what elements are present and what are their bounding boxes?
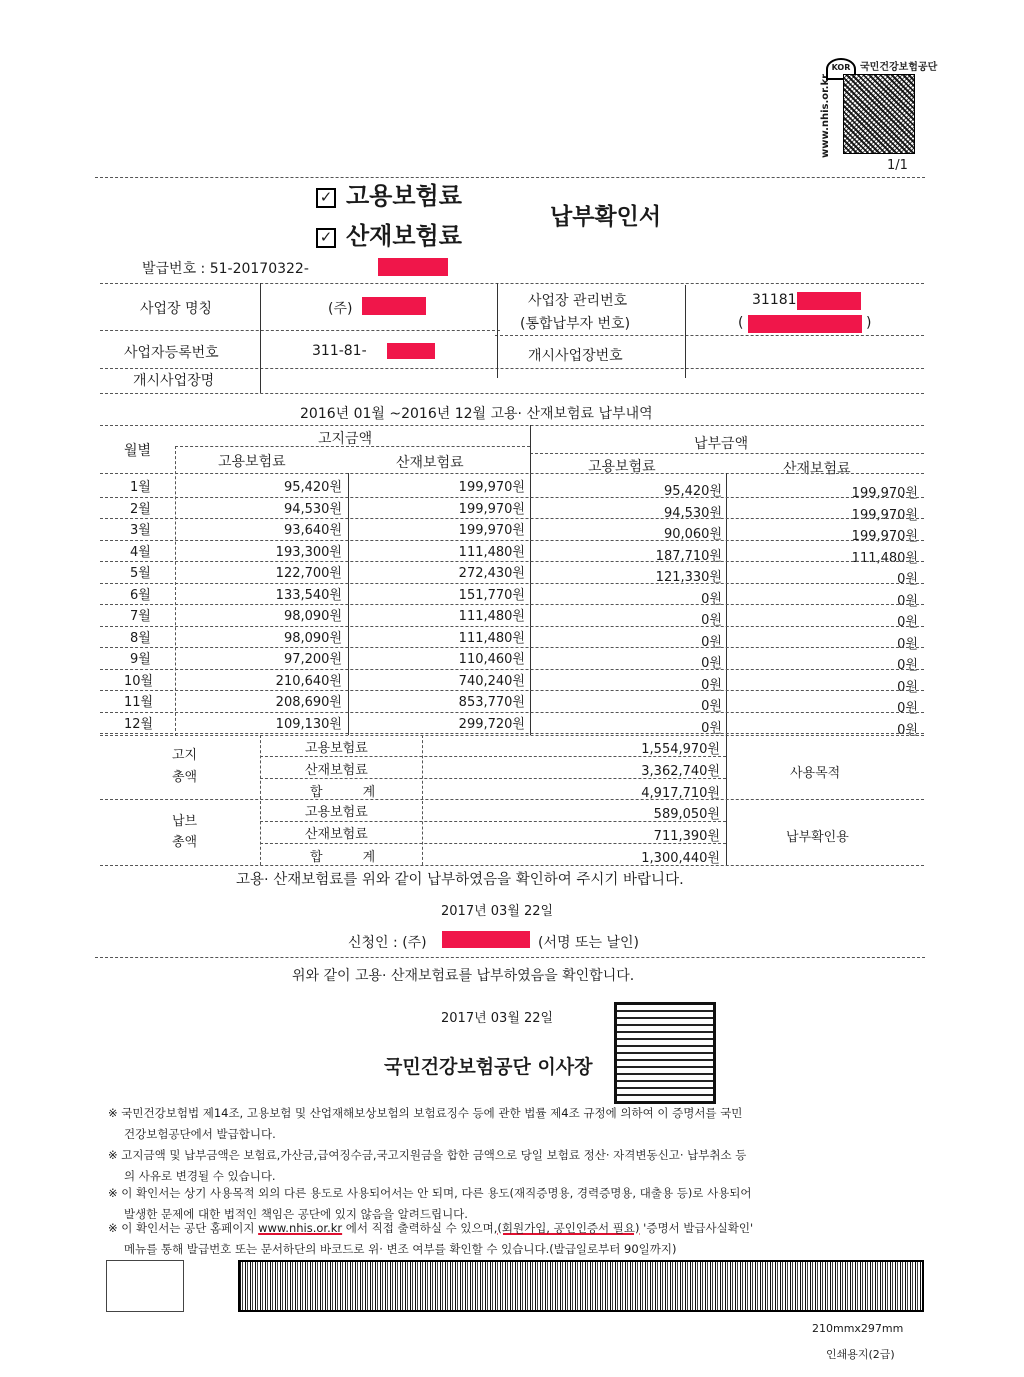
reg-no-label: 사업자등록번호 xyxy=(124,345,219,361)
totals-vline xyxy=(260,735,261,865)
paid-sum-label xyxy=(310,846,375,865)
row-billed-emp: 133,540원 xyxy=(275,587,342,603)
row-billed-emp: 98,090원 xyxy=(283,609,342,624)
note-4-prefix: ※ 이 확인서는 공단 홈페이지 xyxy=(108,1221,259,1235)
barcode-blank-box xyxy=(106,1260,184,1312)
note-1-line-2: 건강보험공단에서 발급합니다. xyxy=(124,1127,276,1141)
row-paid-ind: 0원 xyxy=(897,572,918,587)
mgmt-no-sublabel: (통합납부자 번호) xyxy=(520,316,631,332)
row-billed-ind: 111,480원 xyxy=(458,609,525,624)
checkbox-checked-icon: ✓ xyxy=(316,188,336,208)
totals-line xyxy=(100,865,924,866)
row-divider xyxy=(100,733,924,734)
official-seal xyxy=(614,1002,716,1104)
col-paid-ind: 산재보험료 xyxy=(783,461,851,477)
checkbox-checked-icon: ✓ xyxy=(316,228,336,248)
paper-size: 210mmx297mm xyxy=(812,1322,904,1335)
row-month: 2월 xyxy=(130,501,151,517)
issue-number-redaction xyxy=(378,258,448,276)
row-billed-ind: 110,460원 xyxy=(458,652,525,667)
period-title: 2016년 01월 ~2016년 12월 고용· 산재보험료 납부내역 xyxy=(300,406,653,422)
mgmt-no-label: 사업장 관리번호 xyxy=(528,293,628,309)
row-billed-emp: 95,420원 xyxy=(283,480,342,495)
row-paid-emp: 121,330원 xyxy=(655,570,722,585)
row-month: 5월 xyxy=(130,566,151,581)
qr-code xyxy=(843,74,915,154)
purpose-label: 사용목적 xyxy=(790,766,841,781)
row-paid-emp: 0원 xyxy=(701,677,722,693)
row-billed-ind: 199,970원 xyxy=(458,501,525,517)
row-billed-ind: 299,720원 xyxy=(458,716,525,732)
page-number: 1/1 xyxy=(887,158,908,173)
table-vline xyxy=(530,425,531,735)
biz-name-redaction xyxy=(362,297,426,315)
info-vline xyxy=(260,283,261,393)
biz-name-value: (주) xyxy=(328,301,353,317)
row-month: 8월 xyxy=(130,630,151,646)
row-paid-ind: 111,480원 xyxy=(851,550,918,566)
reg-no-value: 311-81- xyxy=(312,343,367,359)
sum-char-1: 합 xyxy=(310,850,323,865)
row-month: 1월 xyxy=(130,480,151,495)
sum-char-2: 계 xyxy=(362,850,376,865)
table-line xyxy=(175,446,530,447)
col-paid: 납부금액 xyxy=(694,436,749,452)
option-employment-insurance xyxy=(316,176,462,211)
row-paid-emp: 0원 xyxy=(701,720,722,736)
mgmt-no-paren-open: ( xyxy=(738,315,744,331)
totals-vline xyxy=(726,735,727,865)
note-1-line-1: ※ 국민건강보험법 제14조, 고용보험 및 산업재해보상보험의 보험료징수 등에 관한 법률 제4조 규정에 의하여 이 증명서를 국민 xyxy=(108,1106,743,1120)
row-month: 4월 xyxy=(130,544,151,560)
row-billed-ind: 111,480원 xyxy=(458,544,525,560)
row-paid-ind: 0원 xyxy=(897,701,918,716)
row-month: 9월 xyxy=(130,652,151,667)
row-month: 11월 xyxy=(124,695,154,710)
row-billed-emp: 97,200원 xyxy=(283,652,342,667)
info-line xyxy=(495,335,924,336)
top-divider xyxy=(95,177,925,178)
note-2-line-2: 의 사유로 변경될 수 있습니다. xyxy=(124,1169,276,1183)
note-4-requirement: (회원가입, 공인인증서 필요) xyxy=(497,1221,640,1235)
col-month: 월별 xyxy=(124,443,152,459)
table-line xyxy=(100,425,924,426)
row-month: 10월 xyxy=(124,673,154,689)
row-paid-emp: 0원 xyxy=(701,634,722,650)
row-paid-emp: 95,420원 xyxy=(663,484,722,499)
document-barcode xyxy=(238,1260,924,1312)
row-paid-ind: 199,970원 xyxy=(851,507,918,523)
request-date: 2017년 03월 22일 xyxy=(441,904,554,919)
row-billed-ind: 740,240원 xyxy=(458,673,525,689)
row-billed-ind: 853,770원 xyxy=(458,695,525,710)
confirm-text: 위와 같이 고용· 산재보험료를 납부하였음을 확인합니다. xyxy=(292,968,635,984)
col-billed-emp: 고용보험료 xyxy=(218,454,286,470)
row-billed-emp: 193,300원 xyxy=(275,544,342,560)
col-billed-ind: 산재보험료 xyxy=(396,455,464,471)
row-paid-ind: 199,970원 xyxy=(851,486,918,501)
qr-site-text: www.nhis.or.kr xyxy=(820,73,831,158)
issue-number: 발급번호 : 51-20170322- xyxy=(142,261,309,277)
row-billed-emp: 93,640원 xyxy=(283,523,342,538)
note-2 xyxy=(108,1145,908,1187)
nhis-site-vertical xyxy=(818,72,838,158)
mgmt-no-value: 31181 xyxy=(752,292,797,308)
confirm-date: 2017년 03월 22일 xyxy=(441,1011,554,1026)
col-paid-emp: 고용보험료 xyxy=(588,459,656,475)
row-paid-emp: 187,710원 xyxy=(655,548,722,564)
billed-ind-total: 3,362,740원 xyxy=(641,764,720,779)
row-paid-emp: 94,530원 xyxy=(663,505,722,521)
row-billed-emp: 94,530원 xyxy=(283,501,342,517)
info-line xyxy=(100,393,924,394)
paid-emp-total: 589,050원 xyxy=(653,807,720,822)
paid-emp-label: 고용보험료 xyxy=(305,805,368,820)
applicant-label: 신청인 : (주) xyxy=(348,935,427,951)
mgmt-no-redaction xyxy=(797,292,861,310)
row-paid-ind: 0원 xyxy=(897,722,918,738)
biz-name-label: 사업장 명칭 xyxy=(140,301,213,317)
table-line xyxy=(100,473,924,474)
row-billed-ind: 151,770원 xyxy=(458,587,525,603)
row-paid-ind: 0원 xyxy=(897,636,918,652)
row-billed-emp: 122,700원 xyxy=(275,566,342,581)
option-industrial-insurance xyxy=(316,216,462,251)
reg-no-redaction xyxy=(387,343,435,359)
row-billed-emp: 208,690원 xyxy=(275,695,342,710)
open-no-label: 개시사업장번호 xyxy=(528,348,623,364)
billed-emp-label: 고용보험료 xyxy=(305,741,368,756)
row-month: 12월 xyxy=(124,716,154,732)
info-line xyxy=(100,368,924,369)
note-1 xyxy=(108,1103,908,1145)
paid-sum-total: 1,300,440원 xyxy=(641,851,720,866)
billed-sum-total: 4,917,710원 xyxy=(641,786,720,801)
row-billed-emp: 109,130원 xyxy=(275,716,342,732)
billed-total-label-2: 총액 xyxy=(172,770,198,785)
note-2-line-1: ※ 고지금액 및 납부금액은 보험료,가산금,급여징수금,국고지원금을 합한 금액으로 당일 보험료 정산· 자격변동신고· 납부취소 등 xyxy=(108,1148,747,1162)
paid-total-label-2: 총액 xyxy=(172,835,198,850)
info-vline xyxy=(497,283,498,378)
col-billed: 고지금액 xyxy=(318,431,373,447)
note-3-line-1: ※ 이 확인서는 상기 사용목적 외의 다른 용도로 사용되어서는 안 되며, 다른 용도(재직증명용, 경력증명용, 대출용 등)로 사용되어 xyxy=(108,1186,752,1200)
row-paid-ind: 0원 xyxy=(897,658,918,673)
row-billed-emp: 210,640원 xyxy=(275,673,342,689)
row-paid-emp: 90,060원 xyxy=(663,527,722,542)
billed-emp-total: 1,554,970원 xyxy=(641,742,720,757)
row-billed-ind: 199,970원 xyxy=(458,523,525,538)
sum-char-1: 합 xyxy=(310,785,323,800)
row-billed-ind: 272,430원 xyxy=(458,566,525,581)
info-line xyxy=(100,330,500,331)
row-paid-ind: 0원 xyxy=(897,615,918,630)
purpose-value: 납부확인용 xyxy=(786,830,849,845)
kor-badge-text: KOR xyxy=(831,63,851,72)
issuer-name: 국민건강보험공단 이사장 xyxy=(384,1056,593,1078)
row-month: 6월 xyxy=(130,587,151,603)
billed-ind-label: 산재보험료 xyxy=(305,763,368,778)
note-4-line-2: 메뉴를 통해 발급번호 또는 문서하단의 바코드로 위· 변조 여부를 확인할 수 있습니다.(발급일로부터 90일까지) xyxy=(124,1242,677,1256)
open-name-label: 개시사업장명 xyxy=(133,373,215,389)
row-paid-ind: 0원 xyxy=(897,593,918,609)
row-paid-ind: 199,970원 xyxy=(851,529,918,544)
paid-total-label: 납브 xyxy=(172,814,198,829)
mgmt-no-paren-close: ) xyxy=(866,315,872,331)
note-4-middle: 에서 직접 출력하실 수 있으며, xyxy=(342,1221,498,1235)
applicant-redaction xyxy=(442,931,530,948)
request-text: 고용· 산재보험료를 위와 같이 납부하였음을 확인하여 주시기 바랍니다. xyxy=(236,872,684,888)
qr-org-name: 국민건강보험공단 xyxy=(860,62,938,73)
row-paid-emp: 0원 xyxy=(701,699,722,714)
option1-label: 고용보험료 xyxy=(346,182,462,210)
table-line xyxy=(100,735,924,736)
note-4 xyxy=(108,1218,908,1260)
row-month: 7월 xyxy=(130,609,151,624)
row-month: 3월 xyxy=(130,523,151,538)
option2-label: 산재보험료 xyxy=(346,222,462,250)
row-paid-emp: 0원 xyxy=(701,613,722,628)
paid-ind-total: 711,390원 xyxy=(653,829,720,844)
row-billed-ind: 199,970원 xyxy=(458,480,525,495)
info-vline xyxy=(685,285,686,378)
note-4-suffix: '증명서 발급사실확인' xyxy=(639,1221,754,1235)
row-paid-emp: 0원 xyxy=(701,656,722,671)
billed-sum-label xyxy=(310,781,375,800)
billed-total-label: 고지 xyxy=(172,748,198,763)
row-paid-emp: 0원 xyxy=(701,591,722,607)
paid-ind-label: 산재보험료 xyxy=(305,827,368,842)
info-border-top xyxy=(100,283,924,284)
row-paid-ind: 0원 xyxy=(897,679,918,695)
combined-no-redaction xyxy=(748,315,862,333)
table-line xyxy=(530,453,924,454)
sum-char-2: 계 xyxy=(362,785,376,800)
paper-type: 인쇄용지(2급) xyxy=(826,1348,895,1361)
row-billed-ind: 111,480원 xyxy=(458,630,525,646)
nhis-url-link[interactable]: www.nhis.or.kr xyxy=(258,1221,343,1235)
note-3-line-2: 발생한 문제에 대한 법적인 책임은 공단에 있지 않음을 알려드립니다. xyxy=(124,1207,468,1221)
section-divider xyxy=(95,957,925,958)
row-billed-emp: 98,090원 xyxy=(283,630,342,646)
totals-vline xyxy=(422,735,423,865)
document-title: 납부확인서 xyxy=(550,204,662,230)
applicant-sign: (서명 또는 날인) xyxy=(538,935,639,951)
totals-line xyxy=(100,799,924,800)
